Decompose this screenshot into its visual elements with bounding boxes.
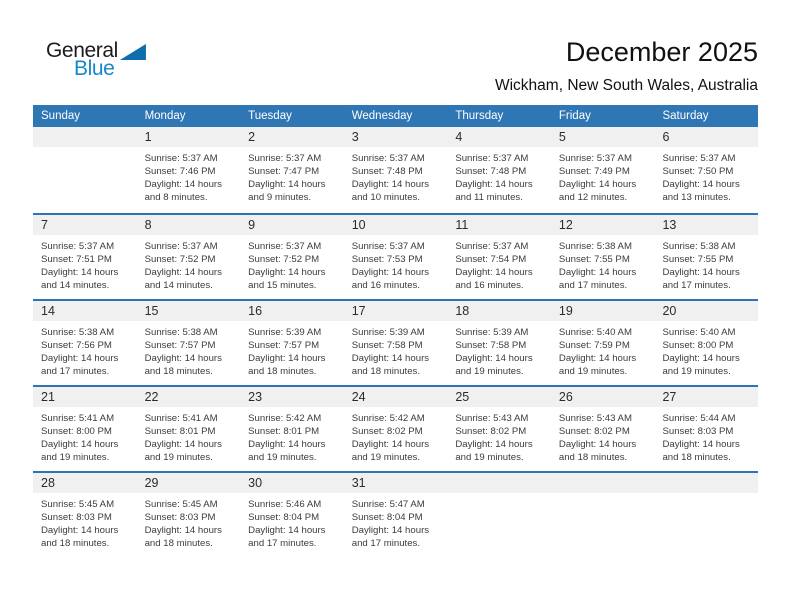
- daylight-text-line2: and 16 minutes.: [455, 280, 524, 291]
- day-details: [240, 235, 344, 292]
- sunset-text: Sunset: 7:58 PM: [351, 340, 423, 351]
- sunrise-text: Sunrise: 5:39 AM: [455, 327, 529, 338]
- day-number-band: [447, 215, 551, 235]
- daylight-text-line1: Daylight: 14 hours: [144, 439, 222, 450]
- day-cell: [33, 387, 137, 471]
- sunrise-text: Sunrise: 5:38 AM: [662, 241, 736, 252]
- sunset-text: Sunset: 7:55 PM: [662, 254, 734, 265]
- day-number-band: [240, 387, 344, 407]
- sunrise-text: Sunrise: 5:47 AM: [351, 499, 425, 510]
- daylight-text-line2: and 10 minutes.: [351, 192, 421, 203]
- day-cell: [654, 127, 758, 213]
- day-details: [654, 407, 758, 464]
- day-cell: [240, 301, 344, 385]
- day-details: [33, 321, 137, 378]
- sunrise-text: Sunrise: 5:38 AM: [144, 327, 218, 338]
- week-row: [33, 127, 758, 213]
- daylight-text-line2: and 18 minutes.: [41, 538, 110, 549]
- sunrise-text: Sunrise: 5:37 AM: [455, 153, 529, 164]
- day-details: [240, 147, 344, 204]
- sunrise-text: Sunrise: 5:39 AM: [248, 327, 322, 338]
- day-number: 15: [144, 304, 159, 318]
- day-details: [551, 147, 655, 204]
- day-cell: [344, 301, 448, 385]
- day-number: 30: [248, 476, 263, 490]
- sunrise-text: Sunrise: 5:37 AM: [558, 153, 632, 164]
- weekday-header-sunday: Sunday: [41, 110, 81, 122]
- day-number-band: [33, 473, 137, 493]
- day-cell: [240, 387, 344, 471]
- day-number: 22: [144, 390, 159, 404]
- day-number-band: [654, 127, 758, 147]
- daylight-text-line1: Daylight: 14 hours: [662, 353, 740, 364]
- sunrise-text: Sunrise: 5:40 AM: [662, 327, 736, 338]
- day-number: 1: [144, 130, 152, 144]
- sunset-text: Sunset: 8:00 PM: [662, 340, 734, 351]
- day-number: 11: [455, 218, 469, 232]
- weekday-header-friday: Friday: [558, 110, 591, 122]
- daylight-text-line2: and 12 minutes.: [558, 192, 628, 203]
- day-cell: [344, 215, 448, 299]
- sunrise-text: Sunrise: 5:37 AM: [351, 153, 425, 164]
- weekday-header-wednesday: Wednesday: [351, 110, 413, 122]
- daylight-text-line1: Daylight: 14 hours: [558, 353, 637, 364]
- daylight-text-line1: Daylight: 14 hours: [558, 179, 637, 190]
- day-number: 13: [662, 218, 677, 232]
- day-number-band: [33, 215, 137, 235]
- sunset-text: Sunset: 7:54 PM: [455, 254, 527, 265]
- day-details: [240, 407, 344, 464]
- day-number: 21: [41, 390, 55, 404]
- day-cell: [137, 473, 241, 557]
- day-number-band: [137, 387, 241, 407]
- sunset-text: Sunset: 8:02 PM: [455, 426, 527, 437]
- sunset-text: Sunset: 7:47 PM: [248, 166, 320, 177]
- week-row: [33, 213, 758, 299]
- general-blue-logo: [46, 40, 146, 79]
- daylight-text-line1: Daylight: 14 hours: [351, 525, 430, 536]
- day-number: 3: [351, 130, 359, 144]
- daylight-text-line2: and 17 minutes.: [662, 280, 731, 291]
- day-details: [447, 321, 551, 378]
- daylight-text-line2: and 15 minutes.: [248, 280, 317, 291]
- sunset-text: Sunset: 7:55 PM: [558, 254, 630, 265]
- sunset-text: Sunset: 8:02 PM: [558, 426, 630, 437]
- day-details: [344, 147, 448, 204]
- sunset-text: Sunset: 8:03 PM: [41, 512, 112, 523]
- day-number-band: [654, 215, 758, 235]
- daylight-text-line2: and 19 minutes.: [455, 452, 524, 463]
- day-cell: [33, 473, 137, 557]
- day-number: 29: [144, 476, 159, 490]
- day-details: [137, 147, 241, 204]
- day-cell: [137, 387, 241, 471]
- sunrise-text: Sunrise: 5:45 AM: [144, 499, 218, 510]
- day-details: [447, 407, 551, 464]
- day-number: 5: [558, 130, 566, 144]
- day-cell: [344, 473, 448, 557]
- daylight-text-line1: Daylight: 14 hours: [41, 439, 119, 450]
- sunset-text: Sunset: 8:04 PM: [248, 512, 320, 523]
- sunset-text: Sunset: 7:57 PM: [144, 340, 216, 351]
- day-cell: [137, 127, 241, 213]
- logo-text-general: General: [46, 39, 118, 62]
- day-cell: [447, 387, 551, 471]
- day-number: 4: [455, 130, 463, 144]
- daylight-text-line2: and 19 minutes.: [662, 366, 731, 377]
- day-details: [33, 407, 137, 464]
- sunset-text: Sunset: 8:03 PM: [144, 512, 216, 523]
- daylight-text-line1: Daylight: 14 hours: [41, 267, 119, 278]
- sunrise-text: Sunrise: 5:45 AM: [41, 499, 115, 510]
- day-number-band: [447, 473, 551, 493]
- day-number: 8: [144, 218, 152, 232]
- day-cell: [551, 301, 655, 385]
- daylight-text-line1: Daylight: 14 hours: [248, 179, 326, 190]
- daylight-text-line2: and 8 minutes.: [144, 192, 208, 203]
- day-number: 20: [662, 304, 677, 318]
- day-number-band: [551, 301, 655, 321]
- daylight-text-line2: and 19 minutes.: [351, 452, 421, 463]
- day-number-band: [137, 215, 241, 235]
- day-cell: [654, 387, 758, 471]
- sunset-text: Sunset: 7:52 PM: [248, 254, 320, 265]
- day-number-band: [551, 473, 655, 493]
- day-cell: [137, 301, 241, 385]
- day-number: 14: [41, 304, 55, 318]
- title-block: [495, 38, 758, 95]
- sunset-text: Sunset: 7:52 PM: [144, 254, 216, 265]
- sunrise-text: Sunrise: 5:41 AM: [144, 413, 218, 424]
- day-number-band: [33, 387, 137, 407]
- sunrise-text: Sunrise: 5:37 AM: [351, 241, 425, 252]
- day-number-band: [137, 473, 241, 493]
- weekday-header-tuesday: Tuesday: [248, 110, 292, 122]
- page-subtitle: Wickham, New South Wales, Australia: [494, 77, 758, 95]
- day-details: [240, 321, 344, 378]
- day-cell: [551, 127, 655, 213]
- day-details: [137, 493, 241, 550]
- day-details: [137, 235, 241, 292]
- day-cell-empty: [654, 473, 758, 557]
- day-number: 18: [455, 304, 470, 318]
- daylight-text-line1: Daylight: 14 hours: [455, 267, 533, 278]
- daylight-text-line1: Daylight: 14 hours: [351, 439, 430, 450]
- day-number-band: [654, 473, 758, 493]
- sunrise-text: Sunrise: 5:44 AM: [662, 413, 736, 424]
- day-number-band: [551, 127, 655, 147]
- day-number-band: [447, 387, 551, 407]
- daylight-text-line2: and 19 minutes.: [144, 452, 213, 463]
- sunrise-text: Sunrise: 5:37 AM: [248, 241, 322, 252]
- sunset-text: Sunset: 7:53 PM: [351, 254, 423, 265]
- day-cell: [344, 127, 448, 213]
- daylight-text-line2: and 17 minutes.: [41, 366, 110, 377]
- day-cell: [447, 301, 551, 385]
- sunset-text: Sunset: 8:02 PM: [351, 426, 423, 437]
- day-number: 10: [351, 218, 366, 232]
- daylight-text-line1: Daylight: 14 hours: [351, 179, 430, 190]
- day-details: [344, 407, 448, 464]
- daylight-text-line1: Daylight: 14 hours: [662, 439, 740, 450]
- weeks-container: [33, 127, 758, 557]
- daylight-text-line1: Daylight: 14 hours: [248, 439, 326, 450]
- day-number-band: [137, 301, 241, 321]
- day-number-band: [551, 387, 655, 407]
- day-details: [240, 493, 344, 550]
- sunset-text: Sunset: 7:49 PM: [558, 166, 630, 177]
- sunrise-text: Sunrise: 5:41 AM: [41, 413, 115, 424]
- day-cell: [33, 215, 137, 299]
- day-details: [137, 407, 241, 464]
- daylight-text-line1: Daylight: 14 hours: [144, 179, 222, 190]
- day-number-band: [33, 301, 137, 321]
- daylight-text-line1: Daylight: 14 hours: [662, 267, 740, 278]
- sunset-text: Sunset: 7:59 PM: [558, 340, 630, 351]
- daylight-text-line2: and 16 minutes.: [351, 280, 421, 291]
- sunset-text: Sunset: 7:48 PM: [455, 166, 527, 177]
- day-number: 7: [41, 218, 48, 232]
- day-cell: [240, 473, 344, 557]
- sunrise-text: Sunrise: 5:43 AM: [455, 413, 529, 424]
- sunrise-text: Sunrise: 5:37 AM: [662, 153, 736, 164]
- daylight-text-line1: Daylight: 14 hours: [248, 267, 326, 278]
- day-details: [344, 493, 448, 550]
- day-cell: [447, 127, 551, 213]
- day-number: 19: [558, 304, 573, 318]
- sunrise-text: Sunrise: 5:39 AM: [351, 327, 425, 338]
- day-number-band: [447, 301, 551, 321]
- day-details: [654, 321, 758, 378]
- day-cell: [240, 127, 344, 213]
- daylight-text-line1: Daylight: 14 hours: [248, 525, 326, 536]
- daylight-text-line2: and 18 minutes.: [662, 452, 731, 463]
- day-details: [447, 147, 551, 204]
- day-cell: [33, 301, 137, 385]
- daylight-text-line1: Daylight: 14 hours: [662, 179, 740, 190]
- weekday-header-monday: Monday: [144, 110, 186, 122]
- day-cell-empty: [33, 127, 137, 213]
- day-number: 27: [662, 390, 677, 404]
- page-title: December 2025: [565, 37, 758, 67]
- daylight-text-line2: and 17 minutes.: [558, 280, 628, 291]
- sunset-text: Sunset: 7:50 PM: [662, 166, 734, 177]
- weekday-header-saturday: Saturday: [662, 110, 709, 122]
- day-number-band: [447, 127, 551, 147]
- day-number-band: [344, 127, 448, 147]
- sunrise-text: Sunrise: 5:38 AM: [41, 327, 115, 338]
- daylight-text-line2: and 19 minutes.: [558, 366, 628, 377]
- day-details: [33, 235, 137, 292]
- day-cell: [551, 387, 655, 471]
- day-number-band: [137, 127, 241, 147]
- day-number-band: [654, 387, 758, 407]
- day-details: [447, 235, 551, 292]
- day-cell: [654, 215, 758, 299]
- week-row: [33, 471, 758, 557]
- day-number: 6: [662, 130, 670, 144]
- day-details: [344, 235, 448, 292]
- daylight-text-line1: Daylight: 14 hours: [351, 267, 430, 278]
- week-row: [33, 299, 758, 385]
- day-number-band: [654, 301, 758, 321]
- daylight-text-line2: and 11 minutes.: [455, 192, 523, 203]
- day-number: 26: [558, 390, 573, 404]
- sunrise-text: Sunrise: 5:37 AM: [144, 153, 218, 164]
- day-number-band: [33, 127, 137, 147]
- day-cell: [447, 215, 551, 299]
- daylight-text-line1: Daylight: 14 hours: [558, 439, 637, 450]
- weekday-header-row: [33, 105, 758, 127]
- daylight-text-line1: Daylight: 14 hours: [455, 439, 533, 450]
- sunset-text: Sunset: 8:03 PM: [662, 426, 734, 437]
- sunrise-text: Sunrise: 5:37 AM: [41, 241, 115, 252]
- daylight-text-line2: and 18 minutes.: [558, 452, 628, 463]
- weekday-header-thursday: Thursday: [455, 110, 504, 122]
- day-cell-empty: [551, 473, 655, 557]
- day-details: [654, 235, 758, 292]
- daylight-text-line2: and 18 minutes.: [144, 366, 213, 377]
- sunrise-text: Sunrise: 5:42 AM: [248, 413, 322, 424]
- day-number-band: [344, 473, 448, 493]
- day-details: [137, 321, 241, 378]
- day-number: 2: [248, 130, 256, 144]
- sunset-text: Sunset: 7:51 PM: [41, 254, 112, 265]
- sunset-text: Sunset: 8:01 PM: [248, 426, 320, 437]
- day-number: 12: [558, 218, 573, 232]
- daylight-text-line2: and 9 minutes.: [248, 192, 312, 203]
- daylight-text-line1: Daylight: 14 hours: [248, 353, 326, 364]
- day-cell: [240, 215, 344, 299]
- day-number-band: [240, 301, 344, 321]
- day-number: 23: [248, 390, 263, 404]
- sunset-text: Sunset: 8:04 PM: [351, 512, 423, 523]
- daylight-text-line1: Daylight: 14 hours: [144, 267, 222, 278]
- day-number-band: [344, 387, 448, 407]
- daylight-text-line2: and 19 minutes.: [41, 452, 110, 463]
- day-number-band: [240, 473, 344, 493]
- daylight-text-line2: and 17 minutes.: [351, 538, 421, 549]
- sunrise-text: Sunrise: 5:37 AM: [455, 241, 529, 252]
- logo-text-blue: Blue: [74, 57, 115, 80]
- day-number: 28: [41, 476, 55, 490]
- daylight-text-line1: Daylight: 14 hours: [144, 353, 222, 364]
- day-details: [551, 235, 655, 292]
- day-number: 25: [455, 390, 470, 404]
- daylight-text-line2: and 18 minutes.: [144, 538, 213, 549]
- daylight-text-line2: and 18 minutes.: [351, 366, 421, 377]
- sunrise-text: Sunrise: 5:46 AM: [248, 499, 322, 510]
- day-number: 24: [351, 390, 366, 404]
- sunset-text: Sunset: 7:48 PM: [351, 166, 423, 177]
- day-number: 16: [248, 304, 263, 318]
- daylight-text-line1: Daylight: 14 hours: [144, 525, 222, 536]
- day-details: [33, 493, 137, 550]
- day-number-band: [240, 127, 344, 147]
- daylight-text-line2: and 19 minutes.: [248, 452, 317, 463]
- daylight-text-line2: and 18 minutes.: [248, 366, 317, 377]
- sunrise-text: Sunrise: 5:37 AM: [144, 241, 218, 252]
- daylight-text-line2: and 17 minutes.: [248, 538, 317, 549]
- daylight-text-line1: Daylight: 14 hours: [558, 267, 637, 278]
- sunset-text: Sunset: 7:57 PM: [248, 340, 320, 351]
- daylight-text-line1: Daylight: 14 hours: [351, 353, 430, 364]
- daylight-text-line2: and 14 minutes.: [41, 280, 110, 291]
- daylight-text-line2: and 13 minutes.: [662, 192, 731, 203]
- sunrise-text: Sunrise: 5:42 AM: [351, 413, 425, 424]
- day-cell: [344, 387, 448, 471]
- daylight-text-line1: Daylight: 14 hours: [41, 525, 119, 536]
- day-details: [344, 321, 448, 378]
- sunset-text: Sunset: 8:00 PM: [41, 426, 112, 437]
- day-number-band: [344, 301, 448, 321]
- daylight-text-line1: Daylight: 14 hours: [455, 353, 533, 364]
- sunset-text: Sunset: 7:56 PM: [41, 340, 112, 351]
- day-cell: [654, 301, 758, 385]
- calendar-table: [33, 105, 758, 557]
- sunrise-text: Sunrise: 5:40 AM: [558, 327, 632, 338]
- day-number-band: [240, 215, 344, 235]
- day-number-band: [551, 215, 655, 235]
- sunset-text: Sunset: 7:46 PM: [144, 166, 216, 177]
- sunrise-text: Sunrise: 5:38 AM: [558, 241, 632, 252]
- week-row: [33, 385, 758, 471]
- day-number: 31: [351, 476, 366, 490]
- sunset-text: Sunset: 8:01 PM: [144, 426, 216, 437]
- sunset-text: Sunset: 7:58 PM: [455, 340, 527, 351]
- day-cell: [551, 215, 655, 299]
- daylight-text-line1: Daylight: 14 hours: [455, 179, 533, 190]
- day-number: 17: [351, 304, 366, 318]
- daylight-text-line2: and 19 minutes.: [455, 366, 524, 377]
- day-details: [551, 321, 655, 378]
- day-cell: [137, 215, 241, 299]
- sunrise-text: Sunrise: 5:43 AM: [558, 413, 632, 424]
- day-number-band: [344, 215, 448, 235]
- daylight-text-line2: and 14 minutes.: [144, 280, 213, 291]
- daylight-text-line1: Daylight: 14 hours: [41, 353, 119, 364]
- sunrise-text: Sunrise: 5:37 AM: [248, 153, 322, 164]
- day-cell-empty: [447, 473, 551, 557]
- day-number: 9: [248, 218, 256, 232]
- day-details: [654, 147, 758, 204]
- day-details: [551, 407, 655, 464]
